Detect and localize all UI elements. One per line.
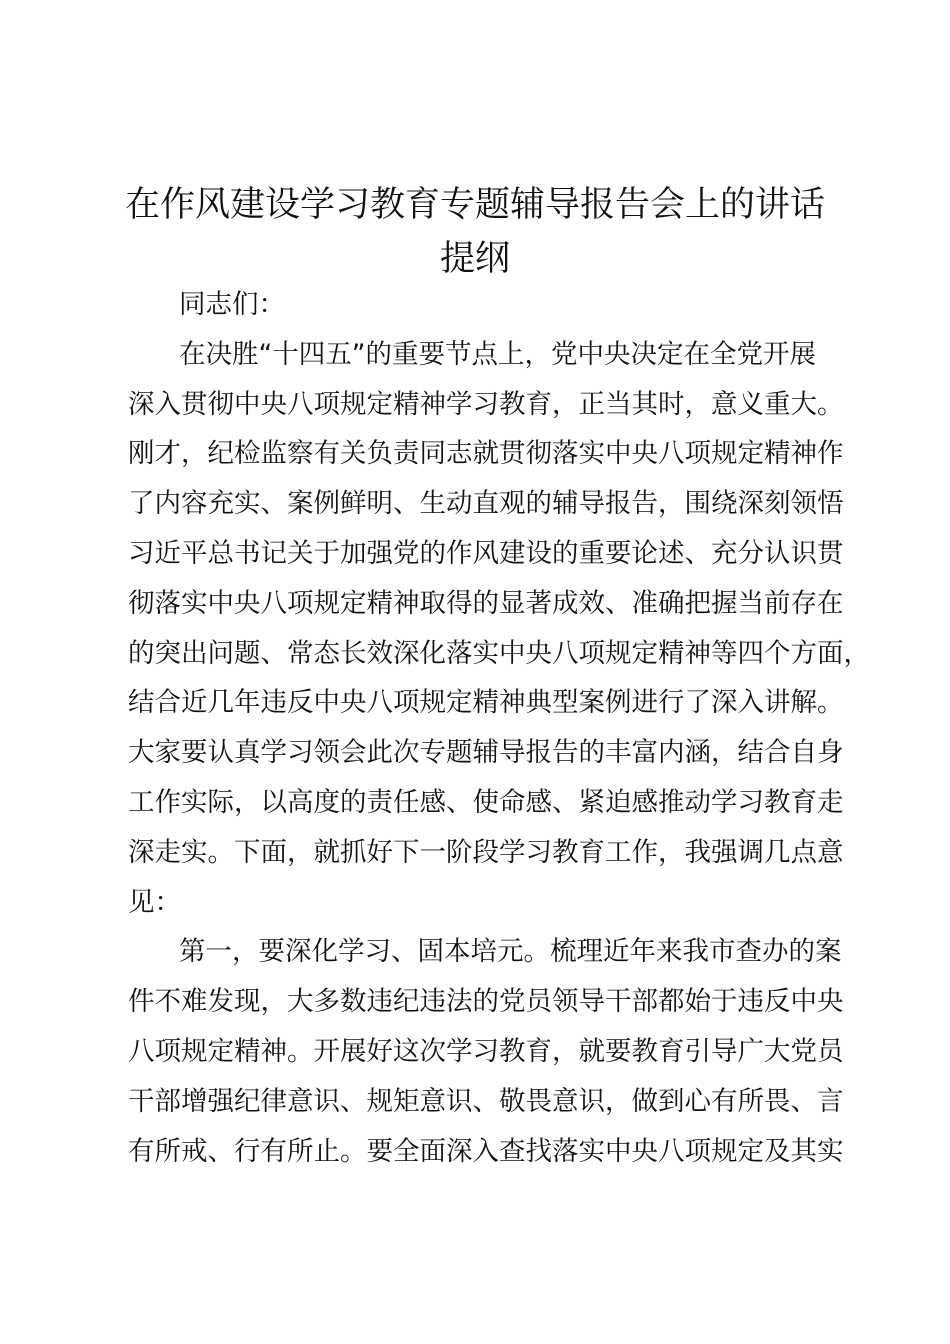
text-line: 刚才，纪检监察有关负责同志就贯彻落实中央八项规定精神作 bbox=[128, 438, 844, 470]
salutation: 同志们： bbox=[179, 289, 285, 320]
text-line: 见： bbox=[128, 886, 181, 918]
text-line: 深走实。下面，就抓好下一阶段学习教育工作，我强调几点意 bbox=[128, 836, 844, 868]
title-line-1: 在作风建设学习教育专题辅导报告会上的讲话 bbox=[124, 185, 825, 225]
text-line: 彻落实中央八项规定精神取得的显著成效、准确把握当前存在 bbox=[128, 587, 844, 619]
document-title bbox=[110, 178, 840, 286]
text-line: 件不难发现，大多数违纪违法的党员领导干部都始于违反中央 bbox=[128, 986, 844, 1018]
paragraph-2 bbox=[128, 927, 856, 1176]
text-line: 工作实际，以高度的责任感、使命感、紧迫感推动学习教育走 bbox=[128, 786, 844, 818]
text-line: 了内容充实、案例鲜明、生动直观的辅导报告，围绕深刻领悟 bbox=[128, 488, 844, 520]
text-line: 干部增强纪律意识、规矩意识、敬畏意识，做到心有所畏、言 bbox=[128, 1085, 844, 1117]
text-line: 八项规定精神。开展好这次学习教育，就要教育引导广大党员 bbox=[128, 1035, 844, 1067]
paragraph-1 bbox=[128, 330, 870, 928]
title-line-2: 提纲 bbox=[439, 239, 510, 279]
text-line: 在决胜“十四五”的重要节点上，党中央决定在全党开展 bbox=[179, 338, 816, 370]
text-line: 习近平总书记关于加强党的作风建设的重要论述、充分认识贯 bbox=[128, 537, 844, 569]
text-line: 的突出问题、常态长效深化落实中央八项规定精神等四个方面， bbox=[128, 637, 870, 669]
text-line: 有所戒、行有所止。要全面深入查找落实中央八项规定及其实 bbox=[128, 1135, 844, 1167]
text-line: 结合近几年违反中央八项规定精神典型案例进行了深入讲解。 bbox=[128, 687, 844, 719]
document-body bbox=[128, 280, 870, 1176]
text-line: 第一，要深化学习、固本培元。梳理近年来我市查办的案 bbox=[179, 936, 842, 968]
text-line: 深入贯彻中央八项规定精神学习教育，正当其时，意义重大。 bbox=[128, 388, 844, 420]
text-line: 大家要认真学习领会此次专题辅导报告的丰富内涵，结合自身 bbox=[128, 737, 844, 769]
